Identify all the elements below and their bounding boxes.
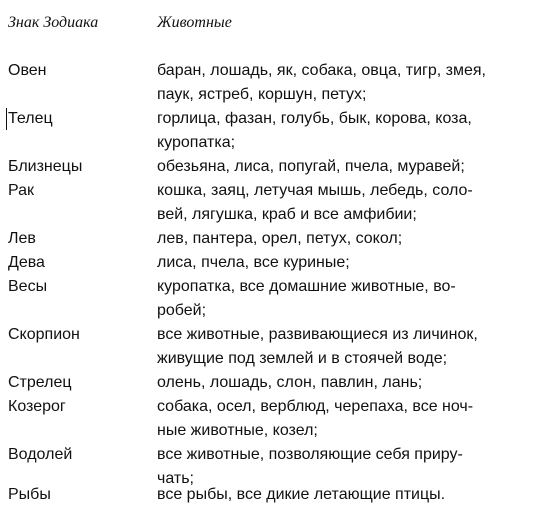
animal-line: ные животные, козел; [157, 422, 318, 439]
zodiac-sign: Лев [8, 230, 36, 247]
animal-list [157, 323, 542, 371]
animal-line: чать; [157, 470, 194, 487]
animal-line: олень, лошадь, слон, павлин, лань; [157, 374, 423, 391]
animal-list [157, 395, 542, 443]
animal-line: живущие под землей и в стоячей воде; [157, 350, 448, 367]
animal-list [157, 371, 542, 395]
animal-line: куропатка, все домашние животные, во- [157, 278, 456, 295]
animal-list [157, 107, 542, 155]
zodiac-sign: Весы [8, 278, 48, 295]
animal-list [157, 275, 542, 323]
animal-line: все животные, развивающиеся из личинок, [157, 326, 478, 343]
animal-line: лев, пантера, орел, петух, сокол; [157, 230, 403, 247]
animal-line: все животные, позволяющие себя приру- [157, 446, 463, 463]
animal-line: вей, лягушка, краб и все амфибии; [157, 206, 417, 223]
animal-line: лиса, пчела, все куриные; [157, 254, 350, 271]
animal-line: робей; [157, 302, 207, 319]
animal-line: обезьяна, лиса, попугай, пчела, муравей; [157, 158, 465, 175]
animal-list [157, 179, 542, 227]
zodiac-sign: Дева [8, 254, 45, 271]
animal-list [157, 59, 542, 107]
margin-bar-mark [6, 108, 7, 130]
animal-list [157, 251, 542, 275]
animal-list [157, 483, 542, 507]
zodiac-sign: Близнецы [8, 158, 83, 175]
animal-line: баран, лошадь, як, собака, овца, тигр, змея, [157, 62, 486, 79]
animal-list [157, 227, 542, 251]
zodiac-sign: Рыбы [8, 486, 51, 503]
animal-line: кошка, заяц, летучая мышь, лебедь, соло- [157, 182, 473, 199]
animal-line: куропатка; [157, 134, 236, 151]
animal-list [157, 155, 542, 179]
zodiac-sign: Водолей [8, 446, 73, 463]
header-sign: Знак Зодиака [8, 14, 99, 31]
animal-line: собака, осел, верблюд, черепаха, все ноч- [157, 398, 474, 415]
zodiac-sign: Стрелец [8, 374, 72, 391]
zodiac-sign: Овен [8, 62, 47, 79]
zodiac-sign: Скорпион [8, 326, 80, 343]
animal-line: паук, ястреб, коршун, петух; [157, 86, 367, 103]
zodiac-sign: Козерог [8, 398, 66, 415]
zodiac-sign: Рак [8, 182, 35, 199]
animal-line: все рыбы, все дикие летающие птицы. [157, 486, 446, 503]
animal-line: горлица, фазан, голубь, бык, корова, коза, [157, 110, 472, 127]
zodiac-sign: Телец [8, 110, 53, 127]
header-animals: Животные [157, 14, 232, 31]
